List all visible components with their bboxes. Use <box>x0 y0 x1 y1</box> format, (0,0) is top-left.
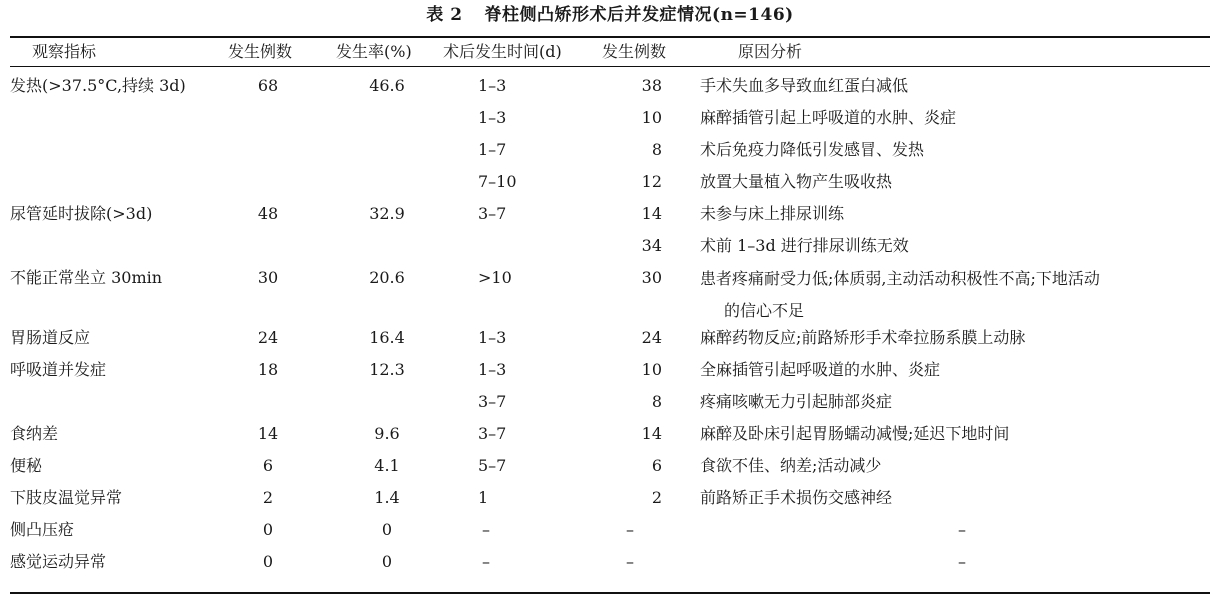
cell-count-2: – <box>626 552 634 571</box>
cell-count: 2 <box>262 488 274 507</box>
cell-rate: 9.6 <box>374 424 400 443</box>
cell-time: – <box>482 552 490 571</box>
table-row <box>10 322 1210 354</box>
table-row <box>10 514 1210 546</box>
table-row <box>10 134 1210 166</box>
cell-rate: 20.6 <box>369 268 405 287</box>
cell-indicator: 感觉运动异常 <box>10 552 107 571</box>
cell-rate: 32.9 <box>369 204 405 223</box>
cell-time: 7–10 <box>478 172 517 191</box>
table-row <box>10 262 1210 322</box>
cell-indicator: 便秘 <box>10 456 43 475</box>
cell-count-2: 8 <box>651 392 662 411</box>
cell-indicator: 呼吸道并发症 <box>10 360 107 379</box>
cell-rate: 4.1 <box>374 456 400 475</box>
table-row <box>10 166 1210 198</box>
cell-time: >10 <box>478 268 512 287</box>
table-row <box>10 354 1210 386</box>
table-caption-number: 表 2 <box>426 5 463 25</box>
cell-count-2: – <box>626 520 634 539</box>
cell-count-2: 14 <box>641 204 662 223</box>
table-row <box>10 450 1210 482</box>
cell-count: 14 <box>257 424 279 443</box>
cell-indicator: 不能正常坐立 30min <box>10 268 163 287</box>
header-count: 发生例数 <box>228 42 293 61</box>
cell-reason: 术前 1–3d 进行排尿训练无效 <box>700 236 909 255</box>
cell-time: 3–7 <box>478 424 507 443</box>
cell-count: 18 <box>257 360 279 379</box>
cell-count: 68 <box>257 76 279 95</box>
cell-reason: 食欲不佳、纳差;活动减少 <box>700 456 882 475</box>
cell-indicator: 尿管延时拔除(>3d) <box>10 204 153 223</box>
cell-rate: 0 <box>381 520 393 539</box>
cell-indicator: 侧凸压疮 <box>10 520 75 539</box>
cell-count: 30 <box>257 268 279 287</box>
cell-time: 1–3 <box>478 76 507 95</box>
cell-reason: – <box>958 552 966 571</box>
cell-rate: 1.4 <box>374 488 400 507</box>
cell-rate: 46.6 <box>369 76 405 95</box>
cell-reason: 未参与床上排尿训练 <box>700 204 845 223</box>
cell-reason <box>700 263 1200 327</box>
cell-time: 1–3 <box>478 108 507 127</box>
header-time: 术后发生时间(d) <box>443 42 562 61</box>
table-row <box>10 198 1210 230</box>
cell-reason: 放置大量植入物产生吸收热 <box>700 172 893 191</box>
header-count-2: 发生例数 <box>602 42 667 61</box>
cell-reason: 全麻插管引起呼吸道的水肿、炎症 <box>700 360 941 379</box>
cell-time: – <box>482 520 490 539</box>
cell-reason: – <box>958 520 966 539</box>
cell-count-2: 30 <box>641 268 662 287</box>
table-row <box>10 70 1210 102</box>
table-row <box>10 102 1210 134</box>
cell-count-2: 24 <box>641 328 662 347</box>
header-rate: 发生率(%) <box>336 42 412 61</box>
cell-reason: 麻醉插管引起上呼吸道的水肿、炎症 <box>700 108 957 127</box>
cell-time: 1–3 <box>478 328 507 347</box>
cell-count-2: 34 <box>641 236 662 255</box>
table-caption-text: 脊柱侧凸矫形术后并发症情况(n=146) <box>484 5 794 25</box>
cell-time: 1 <box>478 488 489 507</box>
cell-indicator: 下肢皮温觉异常 <box>10 488 123 507</box>
cell-reason: 前路矫正手术损伤交感神经 <box>700 488 893 507</box>
cell-indicator: 胃肠道反应 <box>10 328 91 347</box>
cell-rate: 0 <box>381 552 393 571</box>
table-row <box>10 418 1210 450</box>
cell-reason: 麻醉药物反应;前路矫形手术牵拉肠系膜上动脉 <box>700 328 1026 347</box>
cell-time: 3–7 <box>478 204 507 223</box>
cell-reason: 手术失血多导致血红蛋白减低 <box>700 76 909 95</box>
table-header <box>10 38 1210 66</box>
cell-count-2: 2 <box>651 488 662 507</box>
table-header-rule <box>10 66 1210 67</box>
cell-reason-line-2: 的信心不足 <box>724 301 805 320</box>
table-row <box>10 482 1210 514</box>
cell-count: 0 <box>262 552 274 571</box>
table-row <box>10 230 1210 262</box>
table-caption <box>0 4 1220 26</box>
cell-count-2: 8 <box>651 140 662 159</box>
cell-count: 48 <box>257 204 279 223</box>
cell-count-2: 14 <box>641 424 662 443</box>
cell-count-2: 10 <box>641 360 662 379</box>
table-bottom-rule <box>10 592 1210 594</box>
cell-rate: 12.3 <box>369 360 405 379</box>
cell-indicator: 食纳差 <box>10 424 59 443</box>
table-row <box>10 386 1210 418</box>
cell-indicator: 发热(>37.5°C,持续 3d) <box>10 76 186 95</box>
table-row <box>10 546 1210 578</box>
cell-rate: 16.4 <box>369 328 405 347</box>
cell-count: 24 <box>257 328 279 347</box>
cell-reason: 术后免疫力降低引发感冒、发热 <box>700 140 925 159</box>
cell-time: 3–7 <box>478 392 507 411</box>
cell-time: 1–3 <box>478 360 507 379</box>
cell-count: 0 <box>262 520 274 539</box>
cell-reason-line-1: 患者疼痛耐受力低;体质弱,主动活动积极性不高;下地活动 <box>700 269 1100 288</box>
cell-count-2: 6 <box>651 456 662 475</box>
cell-count-2: 12 <box>641 172 662 191</box>
cell-reason: 麻醉及卧床引起胃肠蠕动减慢;延迟下地时间 <box>700 424 1010 443</box>
cell-count: 6 <box>262 456 274 475</box>
cell-reason: 疼痛咳嗽无力引起肺部炎症 <box>700 392 893 411</box>
cell-count-2: 10 <box>641 108 662 127</box>
table-body <box>10 70 1210 578</box>
cell-time: 5–7 <box>478 456 507 475</box>
cell-count-2: 38 <box>641 76 662 95</box>
header-reason: 原因分析 <box>738 42 803 61</box>
header-indicator: 观察指标 <box>32 42 97 61</box>
cell-time: 1–7 <box>478 140 507 159</box>
